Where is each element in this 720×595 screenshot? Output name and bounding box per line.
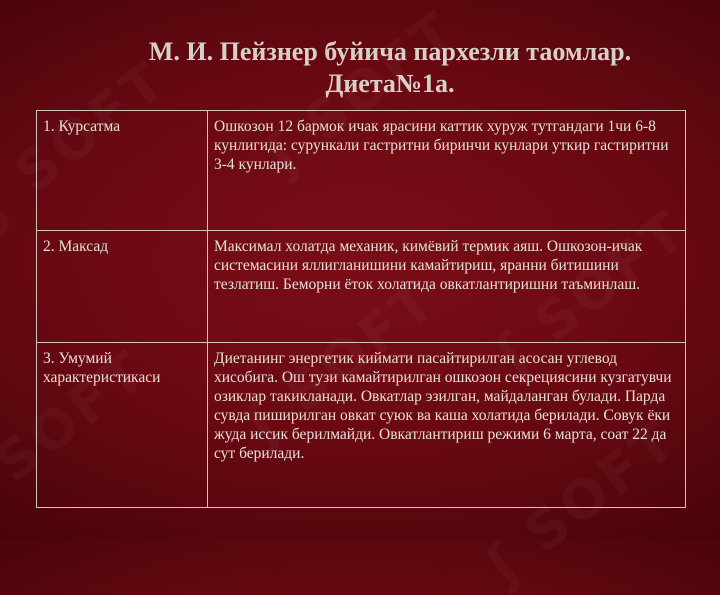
row-label: 1. Курсатма <box>37 111 208 231</box>
row-text: Диетанинг энергетик киймати пасайтирилган асосан углевод хисобига. Ош тузи камайтирилган ошкозон секрециясини кузгатувчи озиклар такикланади. Овкатлар эзилган, майдаланган булади. Парда сувда пиширилган овкат суюк ва каша холатида берилади. Совук ёки жуда иссик берилмайди. Овкатлантириш режими 6 марта, соат 22 да сут берилади. <box>208 343 686 508</box>
slide-title-line-1: М. И. Пейзнер буйича пархезли таомлар. <box>148 37 632 66</box>
slide-title <box>60 36 720 100</box>
row-text: Максимал холатда механик, кимёвий термик аяш. Ошкозон-ичак системасини яллигланишини камайтириш, яранни битишини тезлатиш. Беморни ёток холатида овкатлантиришни таъминлаш. <box>208 231 686 343</box>
slide-title-line-2: Диета№1а. <box>325 69 455 98</box>
table-row <box>37 231 686 343</box>
row-text: Ошкозон 12 бармок ичак ярасини каттик хуруж тутгандаги 1чи 6-8 кунлигида: сурункали гастритни биринчи кунлари уткир гастиритни 3-4 кунлари. <box>208 111 686 231</box>
table-row <box>37 343 686 508</box>
row-label: 3. Умумий характеристикаси <box>37 343 208 508</box>
diet-table <box>36 110 686 508</box>
row-label: 2. Максад <box>37 231 208 343</box>
table-row <box>37 111 686 231</box>
